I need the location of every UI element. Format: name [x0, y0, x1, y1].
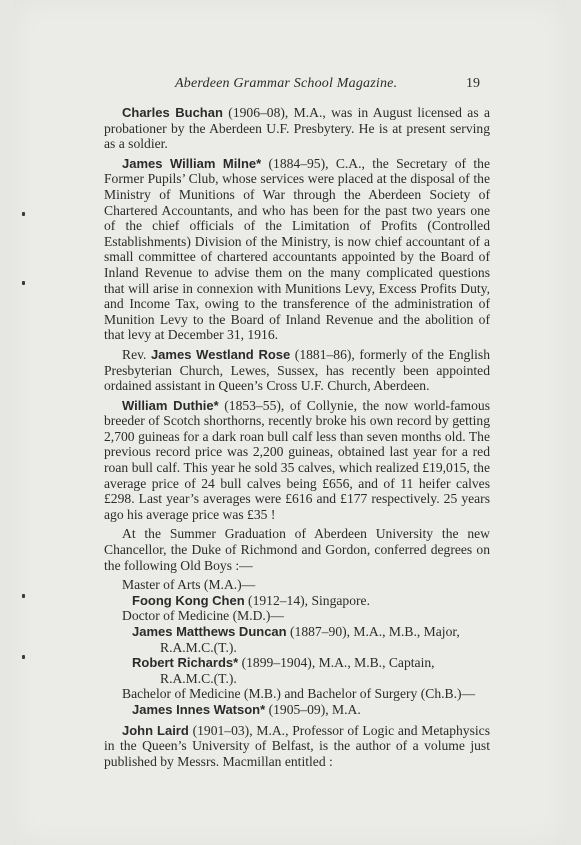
margin-mark: [22, 594, 25, 598]
person-name: James Innes Watson*: [132, 701, 266, 717]
person-name: James William Milne*: [122, 155, 262, 171]
graduate-details: (1905–09), M.A.: [265, 701, 361, 717]
graduate-entry: [104, 624, 490, 655]
paragraph-laird: [104, 723, 490, 770]
page-number: 19: [466, 76, 480, 91]
margin-mark: [22, 212, 25, 216]
paragraph-buchan: [104, 105, 490, 152]
paragraph-text: (1884–95), C.A., the Secretary of the Former Pupils’ Club, whose services were placed at the disposal of the Ministry of Munitions of War through the Aberdeen Society of Chartered Accountants, and who has been for the past two years one of the chief officials of the Limitation of Profits (Controlled Establishments) Division of the Ministry, is now chief accountant of a small committee of chartered accountants appointed by the Board of Inland Revenue to advise them on the many complicated questions that will arise in connexion with Munitions Levy, Excess Profits Duty, and Income Tax, owing to the transference of the administration of Munition Levy to the Board of Inland Revenue and the abolition of that levy at December 31, 1916.: [104, 155, 490, 343]
margin-mark: [22, 281, 25, 285]
person-name: Foong Kong Chen: [132, 592, 245, 608]
graduate-details: (1912–14), Singapore.: [244, 592, 370, 608]
paragraph-duthie: [104, 398, 490, 523]
degree-title-ma: Master of Arts (M.A.)—: [122, 577, 256, 593]
person-name: Robert Richards*: [132, 655, 239, 671]
degree-title-md: Doctor of Medicine (M.D.)—: [122, 608, 284, 624]
degree-title-mb: Bachelor of Medicine (M.B.) and Bachelor of Surgery (Ch.B.)—: [122, 686, 476, 702]
paragraph-text: (1881–86), formerly of the English Presbyterian Church, Lewes, Sussex, has recently been appointed ordained assistant in Queen’s Cross U.F. Church, Aberdeen.: [104, 346, 490, 394]
paragraph-text: (1853–55), of Collynie, the now world-famous breeder of Scotch shorthorns, recently broke his own record by getting 2,700 guineas for a dark roan bull calf less than seven months old. The previous record price was 2,200 guineas, obtained last year for a red roan bull calf. This year he sold 35 calves, which realized £19,015, the average price of 24 bull calves being £656, and of 11 heifer calves £298. Last year’s averages were £616 and £177 respectively. 25 years ago his average price was £35 !: [104, 397, 490, 522]
person-name: Charles Buchan: [122, 105, 223, 120]
graduate-details: (1899–1904), M.A., M.B., Captain, R.A.M.C.(T.).: [160, 655, 435, 686]
magazine-page: [14, 0, 566, 845]
name-prefix: Rev.: [122, 346, 151, 362]
graduate-entry: [104, 655, 490, 686]
graduate-entry: [104, 593, 490, 609]
paragraph-text: (1901–03), M.A., Professor of Logic and Metaphysics in the Queen’s University of Belfast, is the author of a volume just published by Messrs. Macmillan entitled :: [104, 722, 490, 769]
margin-mark: [22, 655, 25, 659]
running-title: Aberdeen Grammar School Magazine.: [175, 76, 398, 91]
person-name: William Duthie*: [122, 397, 219, 413]
person-name: John Laird: [122, 722, 189, 738]
person-name: James Matthews Duncan: [132, 624, 287, 639]
paragraph-text: (1906–08), M.A., was in August licensed as a probationer by the Aberdeen U.F. Presbytery. He is at present serving as a soldier.: [104, 105, 490, 152]
graduation-intro: At the Summer Graduation of Aberdeen University the new Chancellor, the Duke of Richmond and Gordon, conferred degrees on the following Old Boys :—: [104, 526, 490, 573]
paragraph-milne: [104, 156, 490, 343]
graduate-details: (1887–90), M.A., M.B., Major, R.A.M.C.(T.).: [160, 624, 460, 655]
article-body: [104, 105, 490, 773]
graduate-entry: [104, 702, 490, 718]
paragraph-rose: [104, 347, 490, 394]
person-name: James Westland Rose: [150, 346, 291, 362]
